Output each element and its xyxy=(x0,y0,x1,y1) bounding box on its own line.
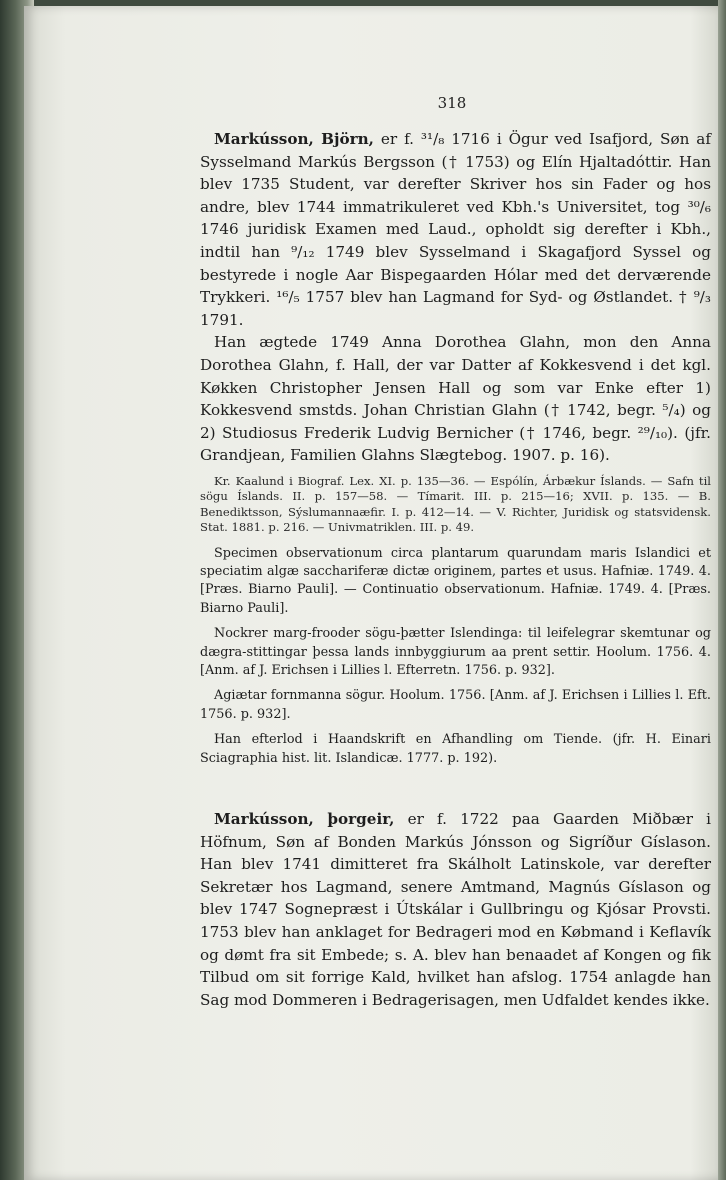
entry-paragraph: Han ægtede 1749 Anna Dorothea Glahn, mon den Anna Dorothea Glahn, f. Hall, der var Datter af Kokkesvend i det kgl. Køkken Christopher Jensen Hall og som var Enke efter 1) Kokkesvend smstds. Johan Christian Glahn († 1742, begr. ⁵/₄) og 2) Studiosus Frederik Ludvig Bernicher († 1746, begr. ²⁹/₁₀). (jfr. Grandjean, Familien Glahns Slægtebog. 1907. p. 16). xyxy=(200,333,711,465)
work-entry: Specimen observationum circa plantarum quarundam maris Islandici et speciatim algæ sacchariferæ dictæ originem, partes et usus. Hafniæ. 1749. 4. [Præs. Biarno Pauli]. — Continuatio observationum. Hafniæ. 1749. 4. [Præs. Biarno Pauli]. xyxy=(200,545,711,616)
entry-text: er f. ³¹/₈ 1716 i Ögur ved Isafjord, Søn af Sysselmand Markús Bergsson († 1753) og Elín Hjaltadóttir. Han blev 1735 Student, var derefter Skriver hos sin Fader og hos andre, blev 1744 immatrikuleret ved Kbh.'s Universitet, tog ³⁰/₆ 1746 juridisk Examen med Laud., opholdt sig derefter i Kbh., indtil han ⁹/₁₂ 1749 blev Sysselmand i Skagafjord Syssel og bestyrede i nogle Aar Bispegaarden Hólar med det derværende Trykkeri. ¹⁶/₅ 1757 blev han Lagmand for Syd- og Østlandet. † ⁹/₃ 1791. xyxy=(200,130,711,329)
entry-paragraph xyxy=(200,128,711,331)
page-number: 318 xyxy=(437,94,467,112)
page-text xyxy=(200,128,711,1011)
work-entry: Agiætar fornmanna sögur. Hoolum. 1756. [Anm. af J. Erichsen i Lillies l. Eft. 1756. p. 932]. xyxy=(200,688,711,722)
entry-paragraph xyxy=(200,808,711,1011)
work-entry: Nockrer marg-frooder sögu-þætter Islendinga: til leifelegrar skemtunar og dægra-stittingar þessa lands innbyggiurum aa prent settir. Hoolum. 1756. 4. [Anm. af J. Erichsen i Lillies l. Efterretn. 1756. p. 932]. xyxy=(200,626,711,678)
entry-name: Markússon, Björn, xyxy=(214,130,374,148)
entry-text: er f. 1722 paa Gaarden Miðbær i Höfnum, Søn af Bonden Markús Jónsson og Sigríður Gíslason. Han blev 1741 dimitteret fra Skálholt Latinskole, var derefter Sekretær hos Lagmand, senere Amtmand, Magnús Gíslason og blev 1747 Sognepræst i Útskálar i Gullbringu og Kjósar Provsti. 1753 blev han anklaget for Bedrageri mod en Købmand i Keflavík og dømt fra sit Embede; s. A. blev han benaadet af Kongen og fik Tilbud om sit forrige Kald, hvilket han afslog. 1754 anlagde han Sag mod Dommeren i Bedragerisagen, men Udfaldet kendes ikke. xyxy=(200,810,712,1009)
sources: Kr. Kaalund i Biograf. Lex. XI. p. 135—36. — Espólín, Árbækur Íslands. — Safn til sögu Íslands. II. p. 157—58. — Tímarit. III. p. 215—16; XVII. p. 135. — B. Benediktsson, Sýslumannaæfir. I. p. 412—14. — V. Richter, Juridisk og statsvidensk. Stat. 1881. p. 216. — Univmatriklen. III. p. 49. xyxy=(200,473,711,535)
entry-name: Markússon, þorgeir, xyxy=(214,810,395,828)
page-edge xyxy=(718,0,726,1180)
work-entry: Han efterlod i Haandskrift en Afhandling om Tiende. (jfr. H. Einari Sciagraphia hist. lit. Islandicæ. 1777. p. 192). xyxy=(200,732,711,766)
